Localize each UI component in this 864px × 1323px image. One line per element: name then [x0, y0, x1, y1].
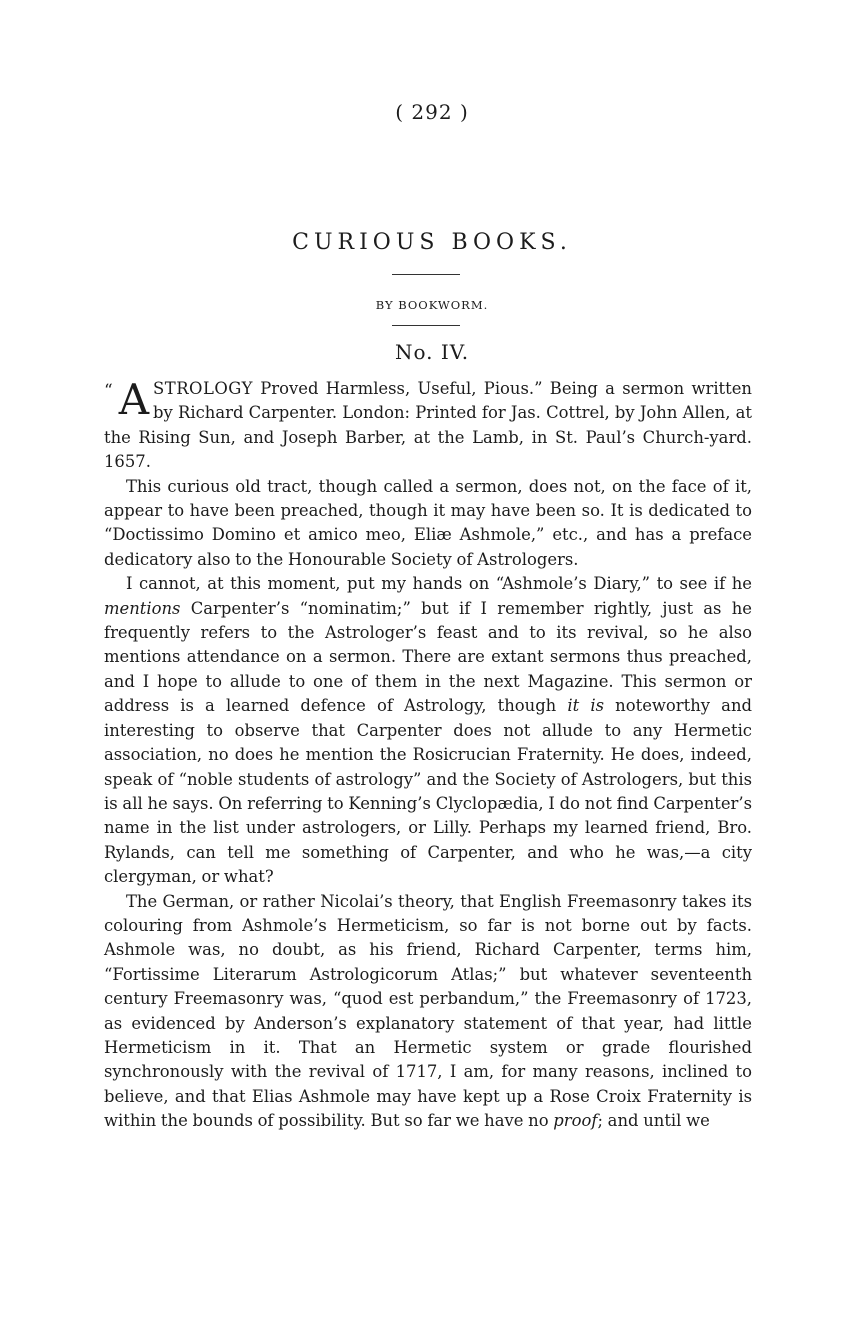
- paragraph-4-text-a: The German, or rather Nicolai’s theory, that English Freemasonry takes its colouring from Ashmole’s Hermeticism, so far is not borne out by facts. Ashmole was, no doubt, as his friend, Richard Carpenter, terms him, “Fortissime Literarum Astrologicorum Atlas;” but whatever seventeenth century Freemasonry was, “quod est perbandum,” the Freemasonry of 1723, as evidenced by Anderson’s explanatory statement of that year, had little Hermeticism in it. That an Hermetic system or grade flourished synchronously with the revival of 1717, I am, for many reasons, inclined to believe, and that Elias Ashmole may have kept up a Rose Croix Fraternity is within the bounds of possibility. But so far we have no: [104, 891, 752, 1131]
- paragraph-3-italic-b: it is: [567, 696, 605, 716]
- article-title: CURIOUS BOOKS.: [292, 230, 572, 255]
- paragraph-3: [104, 572, 752, 889]
- article-body: [104, 377, 752, 1134]
- title-rule: [392, 274, 460, 275]
- paragraph-3-italic-a: mentions: [104, 598, 181, 618]
- paragraph-3-text-b: Carpenter’s “nominatim;” but if I remember rightly, just as he frequently refers to the Astrologer’s feast and to its revival, so he also mentions attendance on a sermon. There are extant sermons thus preached, and I hope to allude to one of them in the next Magazine. This sermon or address is a learned defence of Astrology, though: [104, 598, 752, 716]
- paragraph-4: [104, 890, 752, 1134]
- byline: BY BOOKWORM.: [375, 298, 489, 312]
- paragraph-4-text-b: ; and until we: [597, 1111, 710, 1131]
- issue-number: No. IV.: [394, 340, 470, 364]
- paragraph-1: [104, 377, 752, 475]
- open-quote: “: [104, 381, 113, 401]
- page-number: ( 292 ): [395, 100, 469, 124]
- dropcap-block: [104, 375, 150, 424]
- paragraph-3-text-c: noteworthy and interesting to observe that Carpenter does not allude to any Hermetic association, no does he mention the Rosicrucian Fraternity. He does, indeed, speak of “noble students of astrology” and the Society of Astrologers, but this is all he says. On referring to Kenning’s Clyclopædia, I do not find Carpenter’s name in the list under astrologers, or Lilly. Perhaps my learned friend, Bro. Rylands, can tell me something of Carpenter, and who he was,—a city clergyman, or what?: [104, 696, 752, 887]
- paragraph-1-text: Proved Harmless, Useful, Pious.” Being a sermon written by Richard Carpenter. London: Printed for Jas. Cottrel, by John Allen, at the Rising Sun, and Joseph Barber, at the Lamb, in St. Paul’s Church-yard. 1657.: [104, 379, 752, 472]
- byline-rule: [392, 325, 460, 326]
- paragraph-2: This curious old tract, though called a sermon, does not, on the face of it, appear to have been preached, though it may have been so. It is dedicated to “Doctissimo Domino et amico meo, Eliæ Ashmole,” etc., and has a preface dedicatory also to the Honourable Society of Astrologers.: [104, 476, 752, 569]
- first-word: STROLOGY: [153, 379, 253, 398]
- drop-cap: A: [118, 375, 150, 424]
- paragraph-4-italic: proof: [553, 1111, 598, 1131]
- paragraph-3-text-a: I cannot, at this moment, put my hands on “Ashmole’s Diary,” to see if he: [126, 574, 752, 594]
